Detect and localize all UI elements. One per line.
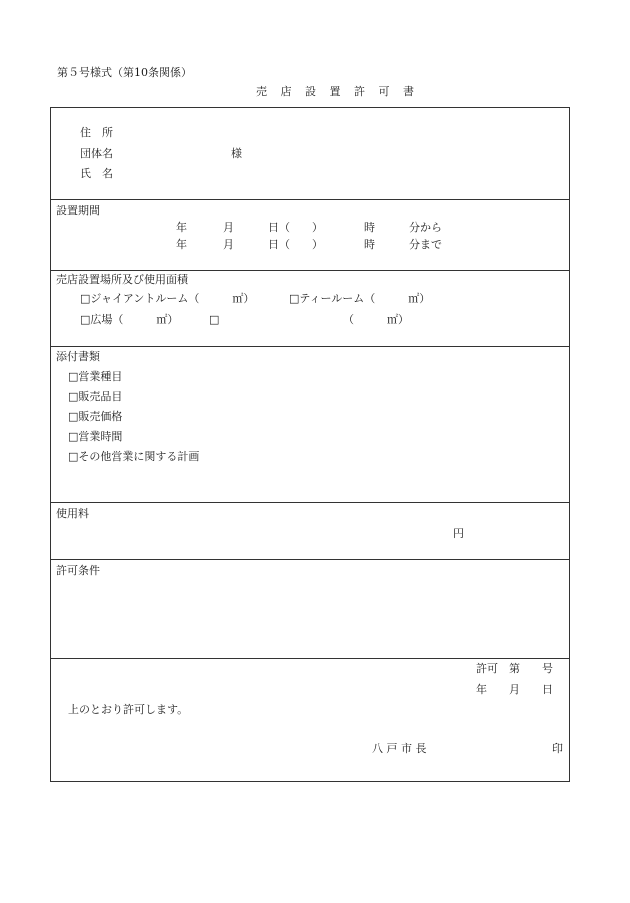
divider: [51, 658, 569, 659]
mayor-signature-label: 八 戸 市 長: [372, 742, 427, 755]
attachments-heading: 添付書類: [56, 350, 100, 363]
giant-room-option: □ジャイアントルーム（ ㎡）: [80, 292, 255, 305]
permit-number: 許可 第 号: [476, 662, 553, 675]
period-end-year: 年: [176, 238, 187, 251]
permit-form: [50, 107, 570, 782]
period-start-suffix: 分から: [409, 221, 442, 234]
period-start-hour: 時: [364, 221, 375, 234]
divider: [51, 559, 569, 560]
attachment-item: □その他営業に関する計画: [68, 450, 200, 463]
address-label: 住 所: [80, 126, 113, 139]
period-end-month: 月: [223, 238, 234, 251]
period-start-year: 年: [176, 221, 187, 234]
attachment-item: □販売価格: [68, 410, 123, 423]
divider: [51, 270, 569, 271]
other-location-area: （ ㎡）: [343, 313, 409, 326]
tea-room-option: □ティールーム（ ㎡）: [289, 292, 431, 305]
organization-label: 団体名: [80, 147, 113, 160]
fee-heading: 使用料: [56, 507, 89, 520]
fee-unit: 円: [453, 527, 464, 540]
attachment-item: □販売品目: [68, 390, 123, 403]
name-label: 氏 名: [80, 167, 113, 180]
permit-date: 年 月 日: [476, 683, 553, 696]
divider: [51, 502, 569, 503]
period-start-day: 日（ ）: [268, 221, 323, 234]
attachment-item: □営業種目: [68, 370, 123, 383]
period-start-month: 月: [223, 221, 234, 234]
plaza-option: □広場（ ㎡）: [80, 313, 179, 326]
honorific-label: 様: [231, 147, 242, 160]
divider: [51, 346, 569, 347]
period-heading: 設置期間: [56, 204, 100, 217]
period-end-hour: 時: [364, 238, 375, 251]
location-heading: 売店設置場所及び使用面積: [56, 273, 188, 286]
conditions-heading: 許可条件: [56, 564, 100, 577]
period-end-suffix: 分まで: [409, 238, 442, 251]
attachment-item: □営業時間: [68, 430, 123, 443]
seal-mark: 印: [552, 742, 563, 755]
divider: [51, 199, 569, 200]
other-location-checkbox: □: [209, 313, 220, 326]
form-number: 第５号様式（第10条関係）: [57, 66, 192, 79]
approval-statement: 上のとおり許可します。: [68, 703, 189, 716]
period-end-day: 日（ ）: [268, 238, 323, 251]
document-title: 売 店 設 置 許 可 書: [256, 85, 419, 98]
